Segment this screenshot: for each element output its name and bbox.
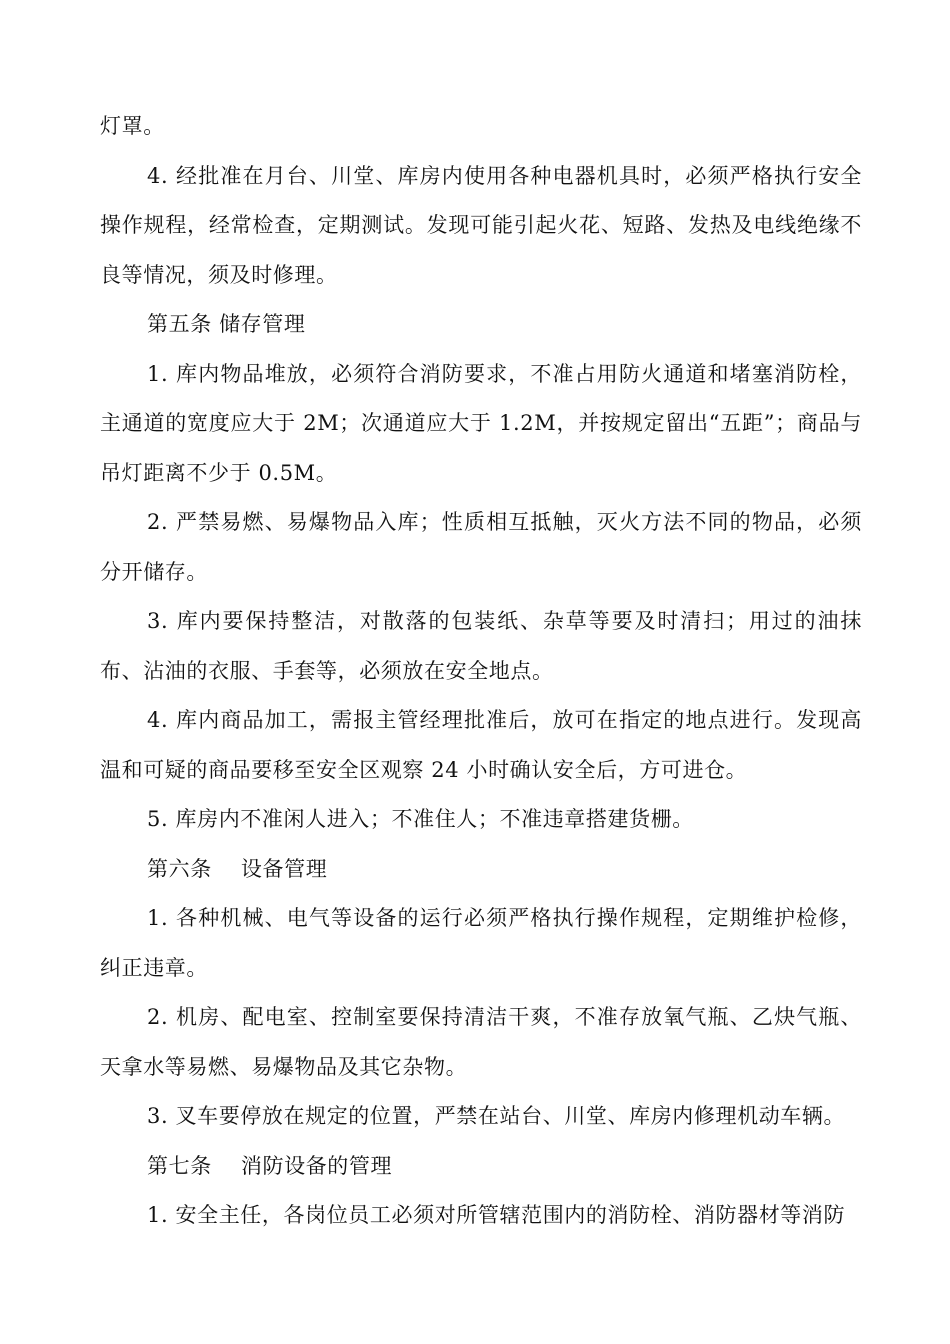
section-heading-article-5: 第五条 储存管理 (147, 312, 306, 336)
document-body (100, 102, 862, 1241)
paragraph-storage-item-1: 1. 库内物品堆放，必须符合消防要求，不准占用防火通道和堵塞消防栓，主通道的宽度应大于 2M；次通道应大于 1.2M，并按规定留出“五距”；商品与吊灯距离不少于 0.5M。 (100, 361, 862, 485)
paragraph-equipment-item-2: 2. 机房、配电室、控制室要保持清洁干爽，不准存放氧气瓶、乙炔气瓶、天拿水等易燃、易爆物品及其它杂物。 (100, 1005, 862, 1079)
paragraph-storage-item-4: 4. 库内商品加工，需报主管经理批准后，放可在指定的地点进行。发现高温和可疑的商品要移至安全区观察 24 小时确认安全后，方可进仓。 (100, 708, 862, 782)
paragraph-equipment-item-1: 1. 各种机械、电气等设备的运行必须严格执行操作规程，定期维护检修，纠正违章。 (100, 906, 862, 980)
paragraph-storage-item-2: 2. 严禁易燃、易爆物品入库；性质相互抵触，灭火方法不同的物品，必须分开储存。 (100, 510, 862, 584)
paragraph-continuation: 灯罩。 (100, 114, 165, 138)
paragraph-item-4-electrical: 4. 经批准在月台、川堂、库房内使用各种电器机具时，必须严格执行安全操作规程，经常检查，定期测试。发现可能引起火花、短路、发热及电线绝缘不良等情况，须及时修理。 (100, 163, 862, 287)
paragraph-storage-item-3: 3. 库内要保持整洁，对散落的包装纸、杂草等要及时清扫；用过的油抹布、沾油的衣服、手套等，必须放在安全地点。 (100, 609, 862, 683)
section-heading-article-6: 第六条 设备管理 (147, 856, 328, 881)
paragraph-fire-equipment-item-1: 1. 安全主任，各岗位员工必须对所管辖范围内的消防栓、消防器材等消防 (147, 1203, 846, 1227)
paragraph-storage-item-5: 5. 库房内不准闲人进入；不准住人；不准违章搭建货栅。 (147, 807, 694, 831)
paragraph-equipment-item-3: 3. 叉车要停放在规定的位置，严禁在站台、川堂、库房内修理机动车辆。 (147, 1104, 846, 1128)
section-heading-article-7: 第七条 消防设备的管理 (147, 1153, 393, 1178)
